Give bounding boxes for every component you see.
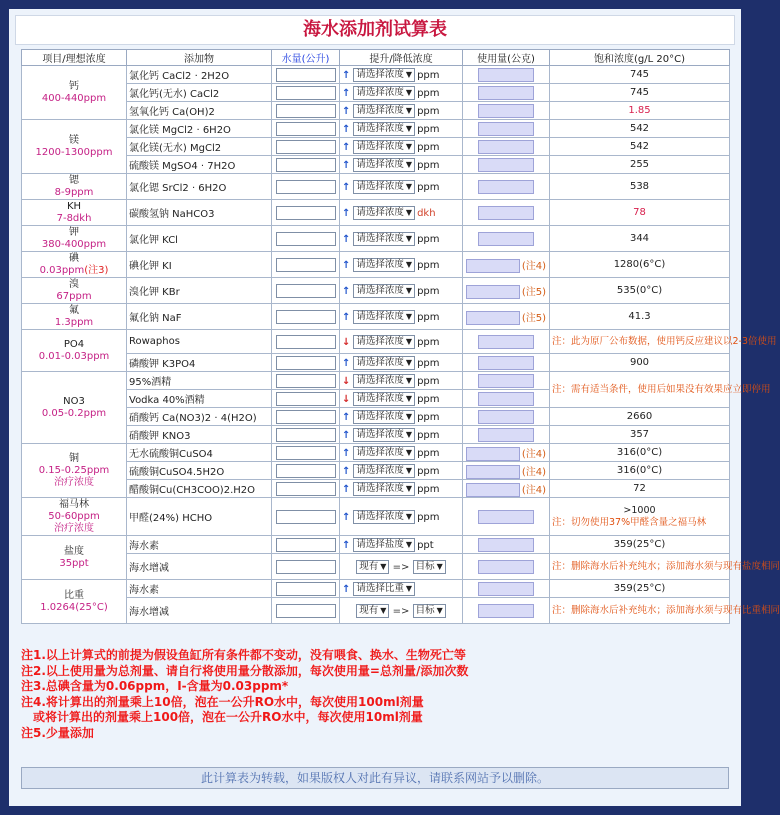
additive-name: 氯化镁 MgCl2 · 6H2O	[127, 120, 272, 138]
page-title: 海水添加剂试算表	[15, 15, 735, 45]
chevron-down-icon: ▼	[405, 375, 413, 385]
table-row: 福马林 50-60ppm 治疗浓度 甲醛(24%) HCHO ↑ 请选择浓度 ▼ ppm >1000 注：切勿使用37%甲醛含量之福马林	[22, 498, 730, 536]
saturation-value: 900	[550, 354, 730, 372]
item-po4: PO4 0.01-0.03ppm	[22, 330, 127, 372]
saturation-value: 255	[550, 156, 730, 174]
saturation-value: 359(25°C)	[550, 536, 730, 554]
saturation-value: 72	[550, 480, 730, 498]
concentration-select[interactable]: 请选择浓度 ▼	[353, 104, 415, 118]
additive-name: 氯化锶 SrCl2 · 6H2O	[127, 174, 272, 200]
water-input[interactable]	[276, 410, 336, 424]
table-row: 氯化镁(无水) MgCl2 ↑ 请选择浓度 ▼ ppm 542	[22, 138, 730, 156]
water-input[interactable]	[276, 446, 336, 460]
dosage-output	[466, 311, 520, 325]
item-fluorine: 氟 1.3ppm	[22, 304, 127, 330]
raise-arrow-icon: ↑	[342, 159, 351, 171]
additive-name: 氯化钙(无水) CaCl2	[127, 84, 272, 102]
table-row: 醋酸铜Cu(CH3COO)2.H2O ↑ 请选择浓度 ▼ ppm (注4) 72	[22, 480, 730, 498]
concentration-select[interactable]: 请选择浓度 ▼	[353, 86, 415, 100]
table-row: 氢氧化钙 Ca(OH)2 ↑ 请选择浓度 ▼ ppm 1.85	[22, 102, 730, 120]
water-input[interactable]	[276, 482, 336, 496]
footnote: 注5.少量添加	[21, 725, 94, 740]
chevron-down-icon: ▼	[405, 465, 413, 475]
additive-name: 溴化钾 KBr	[127, 278, 272, 304]
chevron-down-icon: ▼	[405, 181, 413, 191]
dosage-output	[466, 259, 520, 273]
chevron-down-icon: ▼	[436, 605, 443, 615]
chevron-down-icon: ▼	[405, 69, 413, 79]
target-select[interactable]: 目标 ▼	[413, 560, 446, 574]
saturation-value: 542	[550, 120, 730, 138]
chevron-down-icon: ▼	[405, 159, 413, 169]
chevron-down-icon: ▼	[380, 561, 387, 571]
calculator-panel	[9, 9, 780, 806]
table-row: 盐度 35ppt 海水素 ↑ 请选择盐度 ▼ ppt 359(25°C)	[22, 536, 730, 554]
dosage-output	[466, 483, 520, 497]
concentration-select[interactable]: 请选择浓度 ▼	[353, 392, 415, 406]
table-row: 硫酸镁 MgSO4 · 7H2O ↑ 请选择浓度 ▼ ppm 255	[22, 156, 730, 174]
chevron-down-icon: ▼	[405, 141, 413, 151]
saturation-value: 535(0°C)	[550, 278, 730, 304]
chevron-down-icon: ▼	[405, 511, 413, 521]
item-no3: NO3 0.05-0.2ppm	[22, 372, 127, 444]
dosage-output	[478, 180, 534, 194]
table-row	[22, 598, 730, 624]
water-input[interactable]	[276, 392, 336, 406]
water-input[interactable]	[276, 68, 336, 82]
water-input[interactable]	[276, 464, 336, 478]
chevron-down-icon: ▼	[405, 357, 413, 367]
dosage-output	[478, 538, 534, 552]
header-additive: 添加物	[127, 50, 272, 66]
raise-arrow-icon: ↑	[342, 259, 351, 271]
calculator-table	[21, 49, 780, 624]
raise-arrow-icon: ↑	[342, 105, 351, 117]
additive-name: Vodka 40%酒精	[127, 390, 272, 408]
water-input[interactable]	[276, 310, 336, 324]
dosage-output	[478, 374, 534, 388]
water-input[interactable]	[276, 510, 336, 524]
concentration-select[interactable]: 请选择浓度 ▼	[353, 258, 415, 272]
additive-name: 无水硫酸铜CuSO4	[127, 444, 272, 462]
header-item: 项目/理想浓度	[22, 50, 127, 66]
concentration-select[interactable]: 请选择浓度 ▼	[353, 464, 415, 478]
chevron-down-icon: ▼	[405, 105, 413, 115]
chevron-down-icon: ▼	[405, 393, 413, 403]
dosage-output	[478, 122, 534, 136]
warning-note: 注：此为原厂公布数据，使用钙反应建议以2-3倍使用	[550, 330, 730, 354]
range-calcium: 400-440ppm	[41, 92, 107, 104]
dosage-output	[478, 232, 534, 246]
raise-arrow-icon: ↑	[342, 483, 351, 495]
dosage-output	[478, 560, 534, 574]
water-input[interactable]	[276, 232, 336, 246]
additive-name: 硝酸钾 KNO3	[127, 426, 272, 444]
table-row: 氟 1.3ppm 氟化钠 NaF ↑ 请选择浓度 ▼ ppm (注5) 41.3	[22, 304, 730, 330]
table-row: KH 7-8dkh 碳酸氢钠 NaHCO3 ↑ 请选择浓度 ▼ dkh 78	[22, 200, 730, 226]
dosage-output	[478, 206, 534, 220]
to-arrow: =>	[392, 605, 410, 617]
table-row	[22, 580, 730, 598]
additive-name: 海水素	[127, 536, 272, 554]
concentration-select[interactable]: 请选择浓度 ▼	[353, 446, 415, 460]
chevron-down-icon: ▼	[405, 447, 413, 457]
item-copper: 铜 0.15-0.25ppm 治疗浓度	[22, 444, 127, 498]
footnotes	[21, 648, 721, 741]
raise-arrow-icon: ↑	[342, 357, 351, 369]
raise-arrow-icon: ↑	[342, 181, 351, 193]
table-row: 碘 0.03ppm(注3) 碘化钾 KI ↑ 请选择浓度 ▼ ppm (注4) 1280(6°C)	[22, 252, 730, 278]
concentration-select[interactable]: 请选择浓度 ▼	[353, 232, 415, 246]
item-bromine: 溴 67ppm	[22, 278, 127, 304]
item-potassium: 钾 380-400ppm	[22, 226, 127, 252]
water-input[interactable]	[276, 140, 336, 154]
concentration-select[interactable]: 请选择浓度 ▼	[353, 206, 415, 220]
concentration-select[interactable]: 请选择浓度 ▼	[353, 68, 415, 82]
raise-arrow-icon: ↑	[342, 511, 351, 523]
salinity-select[interactable]: 请选择盐度 ▼	[353, 538, 415, 552]
saturation-value: 542	[550, 138, 730, 156]
lower-arrow-icon: ↓	[342, 375, 351, 387]
dosage-output	[478, 158, 534, 172]
chevron-down-icon: ▼	[405, 207, 413, 217]
footnote: 或将计算出的剂量乘上100倍，泡在一公升RO水中，每次使用10ml剂量	[21, 710, 423, 724]
dosage-output	[466, 465, 520, 479]
raise-arrow-icon: ↑	[342, 447, 351, 459]
saturation-value: 357	[550, 426, 730, 444]
raise-arrow-icon: ↑	[342, 87, 351, 99]
concentration-select[interactable]: 请选择浓度 ▼	[353, 374, 415, 388]
chevron-down-icon: ▼	[405, 87, 413, 97]
header-adjust: 提升/降低浓度	[340, 50, 463, 66]
chevron-down-icon: ▼	[405, 233, 413, 243]
warning-note: 注：删除海水后补充纯水；添加海水须与现有盐度相同	[550, 554, 730, 580]
table-header-row	[22, 50, 730, 66]
raise-arrow-icon: ↑	[342, 123, 351, 135]
table-row: 硝酸钙 Ca(NO3)2 · 4(H2O) ↑ 请选择浓度 ▼ ppm 2660	[22, 408, 730, 426]
header-dosage: 使用量(公克)	[463, 50, 550, 66]
chevron-down-icon: ▼	[405, 583, 413, 593]
additive-name: 氢氧化钙 Ca(OH)2	[127, 102, 272, 120]
raise-arrow-icon: ↑	[342, 539, 351, 551]
water-input[interactable]	[276, 284, 336, 298]
water-input[interactable]	[276, 86, 336, 100]
concentration-select[interactable]: 请选择浓度 ▼	[353, 510, 415, 524]
concentration-select[interactable]: 请选择浓度 ▼	[353, 284, 415, 298]
additive-name: 碘化钾 KI	[127, 252, 272, 278]
target-select[interactable]: 目标 ▼	[413, 604, 446, 618]
concentration-select[interactable]: 请选择浓度 ▼	[353, 140, 415, 154]
chevron-down-icon: ▼	[405, 285, 413, 295]
water-input[interactable]	[276, 560, 336, 574]
additive-name: 95%酒精	[127, 372, 272, 390]
water-input[interactable]	[276, 122, 336, 136]
dosage-output	[478, 140, 534, 154]
raise-arrow-icon: ↑	[342, 141, 351, 153]
saturation-value: 1280(6°C)	[550, 252, 730, 278]
water-input[interactable]	[276, 206, 336, 220]
additive-name: 海水增减	[127, 554, 272, 580]
dosage-output	[478, 428, 534, 442]
saturation-value: 344	[550, 226, 730, 252]
item-calcium: 钙 400-440ppm	[22, 66, 127, 120]
concentration-select[interactable]: 请选择浓度 ▼	[353, 122, 415, 136]
raise-arrow-icon: ↑	[342, 465, 351, 477]
dosage-output	[478, 104, 534, 118]
concentration-select[interactable]: 请选择浓度 ▼	[353, 356, 415, 370]
item-iodine: 碘 0.03ppm(注3)	[22, 252, 127, 278]
additive-name: 氯化镁(无水) MgCl2	[127, 138, 272, 156]
current-select[interactable]: 现有 ▼	[356, 604, 389, 618]
additive-name: 甲醛(24%) HCHO	[127, 498, 272, 536]
water-input[interactable]	[276, 538, 336, 552]
raise-arrow-icon: ↑	[342, 233, 351, 245]
item-strontium: 锶 8-9ppm	[22, 174, 127, 200]
additive-name: 硝酸钙 Ca(NO3)2 · 4(H2O)	[127, 408, 272, 426]
raise-arrow-icon: ↑	[342, 311, 351, 323]
to-arrow: =>	[392, 561, 410, 573]
chevron-down-icon: ▼	[405, 123, 413, 133]
footnote: 注4.将计算出的剂量乘上10倍，泡在一公升RO水中，每次使用100ml剂量	[21, 694, 424, 709]
table-row: 硝酸钾 KNO3 ↑ 请选择浓度 ▼ ppm 357	[22, 426, 730, 444]
additive-name: Rowaphos	[127, 330, 272, 354]
table-row: PO4 0.01-0.03ppm Rowaphos ↓ 请选择浓度 ▼ ppm 注：此为原厂公布数据，使用钙反应建议以2-3倍使用	[22, 330, 730, 354]
warning-note: 注：删除海水后补充纯水；添加海水须与现有比重相同	[550, 598, 730, 624]
dosage-output	[478, 356, 534, 370]
additive-name: 硫酸镁 MgSO4 · 7H2O	[127, 156, 272, 174]
chevron-down-icon: ▼	[436, 561, 443, 571]
item-specific-gravity: 比重 1.0264(25°C)	[22, 580, 127, 624]
chevron-down-icon: ▼	[405, 483, 413, 493]
footnote: 注3.总碘含量为0.06ppm，I-含量为0.03ppm*	[21, 679, 289, 693]
water-input[interactable]	[276, 356, 336, 370]
header-saturation: 饱和浓度(g/L 20°C)	[550, 50, 730, 66]
table-row: 磷酸钾 K3PO4 ↑ 请选择浓度 ▼ ppm 900	[22, 354, 730, 372]
saturation-value: 359(25°C)	[550, 580, 730, 598]
dosage-output	[466, 447, 520, 461]
chevron-down-icon: ▼	[405, 411, 413, 421]
saturation-value: 538	[550, 174, 730, 200]
concentration-select[interactable]: 请选择浓度 ▼	[353, 310, 415, 324]
item-magnesium: 镁 1200-1300ppm	[22, 120, 127, 174]
warning-note: >1000 注：切勿使用37%甲醛含量之福马林	[550, 498, 730, 536]
additive-name: 海水增减	[127, 598, 272, 624]
concentration-select[interactable]: 请选择浓度 ▼	[353, 482, 415, 496]
concentration-select[interactable]: 请选择浓度 ▼	[353, 410, 415, 424]
raise-arrow-icon: ↑	[342, 207, 351, 219]
lower-arrow-icon: ↓	[342, 336, 351, 348]
lower-arrow-icon: ↓	[342, 393, 351, 405]
disclaimer: 此计算表为转载，如果版权人对此有异议，请联系网站予以删除。	[21, 767, 729, 789]
table-row: NO3 0.05-0.2ppm 95%酒精 ↓ 请选择浓度 ▼ ppm 注：需有适当条件，使用后如果没有效果应立即停用	[22, 372, 730, 390]
table-row: 铜 0.15-0.25ppm 治疗浓度 无水硫酸铜CuSO4 ↑ 请选择浓度 ▼ ppm (注4) 316(0°C)	[22, 444, 730, 462]
additive-name: 氟化钠 NaF	[127, 304, 272, 330]
item-formalin: 福马林 50-60ppm 治疗浓度	[22, 498, 127, 536]
footnote: 注1.以上计算式的前提为假设鱼缸所有条件都不变动，没有喂食、换水、生物死亡等	[21, 648, 466, 662]
raise-arrow-icon: ↑	[342, 69, 351, 81]
gravity-select[interactable]: 请选择比重 ▼	[353, 582, 415, 596]
dosage-output	[478, 86, 534, 100]
water-input[interactable]	[276, 428, 336, 442]
dosage-output	[478, 335, 534, 349]
saturation-value: 316(0°C)	[550, 444, 730, 462]
chevron-down-icon: ▼	[380, 605, 387, 615]
water-input[interactable]	[276, 258, 336, 272]
concentration-select[interactable]: 请选择浓度 ▼	[353, 428, 415, 442]
raise-arrow-icon: ↑	[342, 583, 351, 595]
saturation-value: 745	[550, 66, 730, 84]
chevron-down-icon: ▼	[405, 539, 413, 549]
dosage-output	[478, 604, 534, 618]
water-input[interactable]	[276, 582, 336, 596]
table-row	[22, 554, 730, 580]
item-kh: KH 7-8dkh	[22, 200, 127, 226]
chevron-down-icon: ▼	[405, 311, 413, 321]
additive-name: 碳酸氢钠 NaHCO3	[127, 200, 272, 226]
current-select[interactable]: 现有 ▼	[356, 560, 389, 574]
saturation-value: 78	[550, 200, 730, 226]
table-row: 溴 67ppm 溴化钾 KBr ↑ 请选择浓度 ▼ ppm (注5) 535(0°C)	[22, 278, 730, 304]
water-input[interactable]	[276, 158, 336, 172]
warning-note: 注：需有适当条件，使用后如果没有效果应立即停用	[550, 372, 730, 408]
water-input[interactable]	[276, 180, 336, 194]
additive-name: 硫酸铜CuSO4.5H2O	[127, 462, 272, 480]
table-row: 硫酸铜CuSO4.5H2O ↑ 请选择浓度 ▼ ppm (注4) 316(0°C)	[22, 462, 730, 480]
raise-arrow-icon: ↑	[342, 285, 351, 297]
saturation-value: 41.3	[550, 304, 730, 330]
footnote: 注2.以上使用量为总剂量、请自行将使用量分散添加，每次使用量=总剂量/添加次数	[21, 663, 469, 678]
dosage-output	[478, 510, 534, 524]
saturation-value: 2660	[550, 408, 730, 426]
water-input[interactable]	[276, 374, 336, 388]
saturation-value: 316(0°C)	[550, 462, 730, 480]
additive-name: 海水素	[127, 580, 272, 598]
header-water: 水量(公升)	[272, 50, 340, 66]
concentration-select[interactable]: 请选择浓度 ▼	[353, 180, 415, 194]
water-input[interactable]	[276, 335, 336, 349]
chevron-down-icon: ▼	[405, 259, 413, 269]
additive-name: 磷酸钾 K3PO4	[127, 354, 272, 372]
saturation-value: 745	[550, 84, 730, 102]
water-input[interactable]	[276, 104, 336, 118]
dosage-output	[478, 392, 534, 406]
raise-arrow-icon: ↑	[342, 411, 351, 423]
dosage-output	[466, 285, 520, 299]
water-input[interactable]	[276, 604, 336, 618]
dosage-output	[478, 410, 534, 424]
table-row: 镁 1200-1300ppm 氯化镁 MgCl2 · 6H2O ↑ 请选择浓度 ▼ ppm 542	[22, 120, 730, 138]
concentration-select[interactable]: 请选择浓度 ▼	[353, 158, 415, 172]
dosage-output	[478, 68, 534, 82]
table-row: 钙 400-440ppm 氯化钙 CaCl2 · 2H2O ↑ 请选择浓度 ▼ ppm 745	[22, 66, 730, 84]
chevron-down-icon: ▼	[405, 429, 413, 439]
saturation-value: 1.85	[550, 102, 730, 120]
table-row: 锶 8-9ppm 氯化锶 SrCl2 · 6H2O ↑ 请选择浓度 ▼ ppm 538	[22, 174, 730, 200]
table-row: 氯化钙(无水) CaCl2 ↑ 请选择浓度 ▼ ppm 745	[22, 84, 730, 102]
table-row: 钾 380-400ppm 氯化钾 KCl ↑ 请选择浓度 ▼ ppm 344	[22, 226, 730, 252]
raise-arrow-icon: ↑	[342, 429, 351, 441]
additive-name: 醋酸铜Cu(CH3COO)2.H2O	[127, 480, 272, 498]
chevron-down-icon: ▼	[405, 336, 413, 346]
table-row: Vodka 40%酒精 ↓ 请选择浓度 ▼ ppm	[22, 390, 730, 408]
additive-name: 氯化钾 KCl	[127, 226, 272, 252]
item-salinity: 盐度 35ppt	[22, 536, 127, 580]
additive-name: 氯化钙 CaCl2 · 2H2O	[127, 66, 272, 84]
concentration-select[interactable]: 请选择浓度 ▼	[353, 335, 415, 349]
dosage-output	[478, 582, 534, 596]
